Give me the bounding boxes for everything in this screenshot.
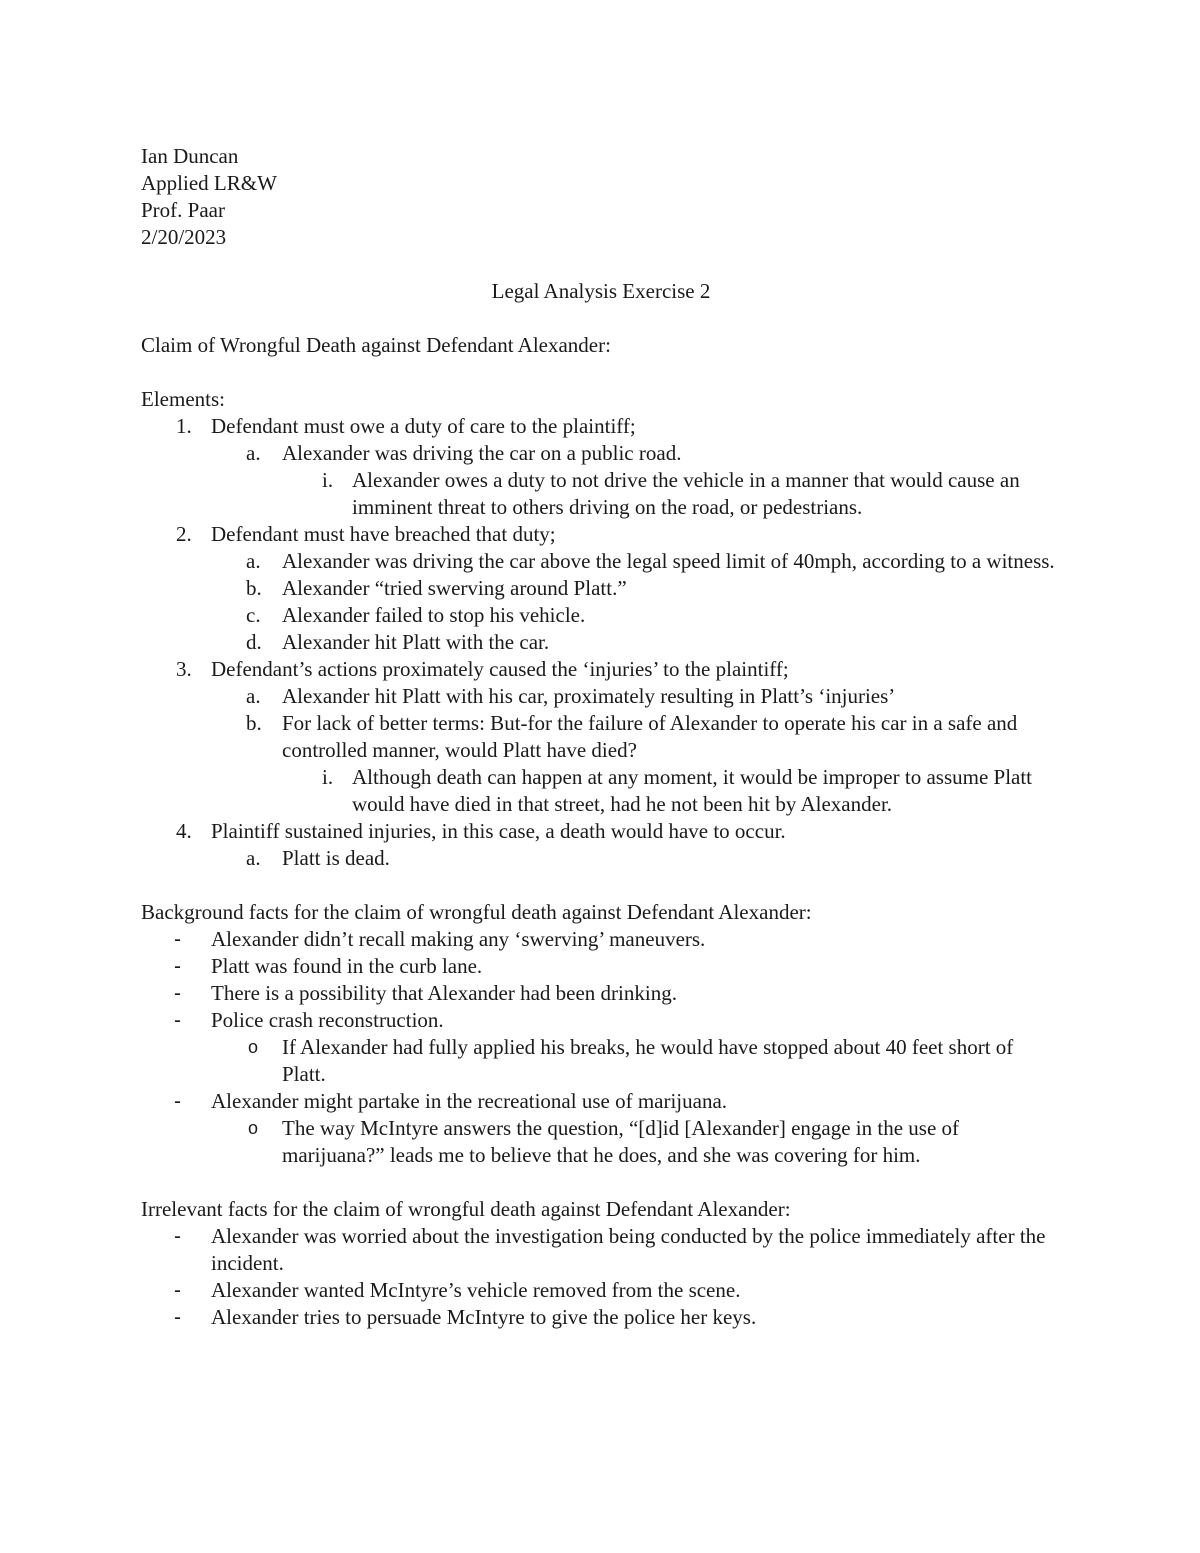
course-name: Applied LR&W [141, 171, 277, 195]
dash-bullet: - [174, 1279, 181, 1302]
bullet-item [141, 1277, 1061, 1304]
author-name: Ian Duncan [141, 144, 239, 168]
bullet-text: Alexander was worried about the investigation being conducted by the police immediately after the incident. [211, 1224, 1046, 1275]
list-letter: c. [246, 603, 261, 627]
sub-item [141, 845, 1061, 872]
sub-item [141, 683, 1061, 710]
dash-bullet: - [174, 982, 181, 1005]
bullet-text: Platt was found in the curb lane. [211, 954, 483, 978]
list-number: 3. [176, 657, 192, 681]
document-date: 2/20/2023 [141, 225, 227, 249]
element-text: Plaintiff sustained injuries, in this case, a death would have to occur. [211, 819, 786, 843]
background-heading: Background facts for the claim of wrongful death against Defendant Alexander: [141, 900, 812, 924]
sub-sub-item-text: Although death can happen at any moment, it would be improper to assume Platt would have died in that street, had he not been hit by Alexander. [352, 765, 1033, 816]
sub-item-text: Platt is dead. [282, 846, 390, 870]
dash-bullet: - [174, 1306, 181, 1329]
bullet-item [141, 953, 1061, 980]
list-letter: b. [246, 576, 262, 600]
sub-item [141, 629, 1061, 656]
sub-bullet-text: If Alexander had fully applied his breaks, he would have stopped about 40 feet short of Platt. [282, 1035, 1014, 1086]
sub-sub-item [141, 467, 1061, 521]
element-text: Defendant’s actions proximately caused the ‘injuries’ to the plaintiff; [211, 657, 789, 681]
background-section [141, 899, 1061, 1169]
sub-item-text: Alexander “tried swerving around Platt.” [282, 576, 627, 600]
bullet-text: Alexander wanted McIntyre’s vehicle removed from the scene. [211, 1278, 741, 1302]
bullet-item [141, 1304, 1061, 1331]
sub-item [141, 602, 1061, 629]
sub-sub-item-text: Alexander owes a duty to not drive the vehicle in a manner that would cause an imminent threat to others driving on the road, or pedestrians. [352, 468, 1020, 519]
list-roman: i. [322, 765, 334, 789]
list-number: 4. [176, 819, 192, 843]
bullet-item [141, 980, 1061, 1007]
bullet-item [141, 926, 1061, 953]
bullet-item [141, 1088, 1061, 1115]
list-letter: a. [246, 549, 261, 573]
sub-bullet-text: The way McIntyre answers the question, “[d]id [Alexander] engage in the use of marijuana?” leads me to believe that he does, and she was covering for him. [282, 1116, 960, 1167]
sub-item-text: For lack of better terms: But-for the failure of Alexander to operate his car in a safe and controlled manner, would Platt have died? [282, 711, 1018, 762]
document-title: Legal Analysis Exercise 2 [491, 279, 711, 303]
element-item [141, 656, 1061, 683]
document-body [141, 143, 1061, 1331]
sub-item-text: Alexander was driving the car on a public road. [282, 441, 682, 465]
element-item [141, 818, 1061, 845]
list-letter: b. [246, 711, 262, 735]
elements-section [141, 386, 1061, 872]
sub-item [141, 548, 1061, 575]
bullet-text: Alexander didn’t recall making any ‘swerving’ maneuvers. [211, 927, 706, 951]
irrelevant-heading: Irrelevant facts for the claim of wrongful death against Defendant Alexander: [141, 1197, 791, 1221]
dash-bullet: - [174, 955, 181, 978]
sub-item-text: Alexander was driving the car above the legal speed limit of 40mph, according to a witness. [282, 549, 1055, 573]
sub-item [141, 575, 1061, 602]
list-number: 2. [176, 522, 192, 546]
list-letter: a. [246, 846, 261, 870]
professor-name: Prof. Paar [141, 198, 225, 222]
sub-item-text: Alexander failed to stop his vehicle. [282, 603, 586, 627]
sub-item [141, 710, 1061, 764]
sub-bullet-item [141, 1115, 1061, 1169]
dash-bullet: - [174, 1225, 181, 1248]
list-letter: a. [246, 684, 261, 708]
list-roman: i. [322, 468, 334, 492]
bullet-text: There is a possibility that Alexander had been drinking. [211, 981, 677, 1005]
element-text: Defendant must have breached that duty; [211, 522, 556, 546]
sub-item-text: Alexander hit Platt with his car, proximately resulting in Platt’s ‘injuries’ [282, 684, 896, 708]
circle-bullet: o [248, 1118, 259, 1138]
dash-bullet: - [174, 1090, 181, 1113]
sub-bullet-item [141, 1034, 1061, 1088]
bullet-text: Alexander might partake in the recreational use of marijuana. [211, 1089, 728, 1113]
dash-bullet: - [174, 1009, 181, 1032]
elements-heading: Elements: [141, 387, 225, 411]
bullet-text: Police crash reconstruction. [211, 1008, 444, 1032]
sub-item [141, 440, 1061, 467]
element-item [141, 521, 1061, 548]
claim-heading: Claim of Wrongful Death against Defendant Alexander: [141, 333, 611, 357]
sub-item-text: Alexander hit Platt with the car. [282, 630, 550, 654]
list-letter: d. [246, 630, 262, 654]
list-number: 1. [176, 414, 192, 438]
bullet-text: Alexander tries to persuade McIntyre to give the police her keys. [211, 1305, 757, 1329]
dash-bullet: - [174, 928, 181, 951]
element-text: Defendant must owe a duty of care to the plaintiff; [211, 414, 636, 438]
circle-bullet: o [248, 1037, 259, 1057]
header-block [141, 143, 1061, 251]
irrelevant-section [141, 1196, 1061, 1331]
element-item [141, 413, 1061, 440]
bullet-item [141, 1223, 1061, 1277]
bullet-item [141, 1007, 1061, 1034]
list-letter: a. [246, 441, 261, 465]
sub-sub-item [141, 764, 1061, 818]
